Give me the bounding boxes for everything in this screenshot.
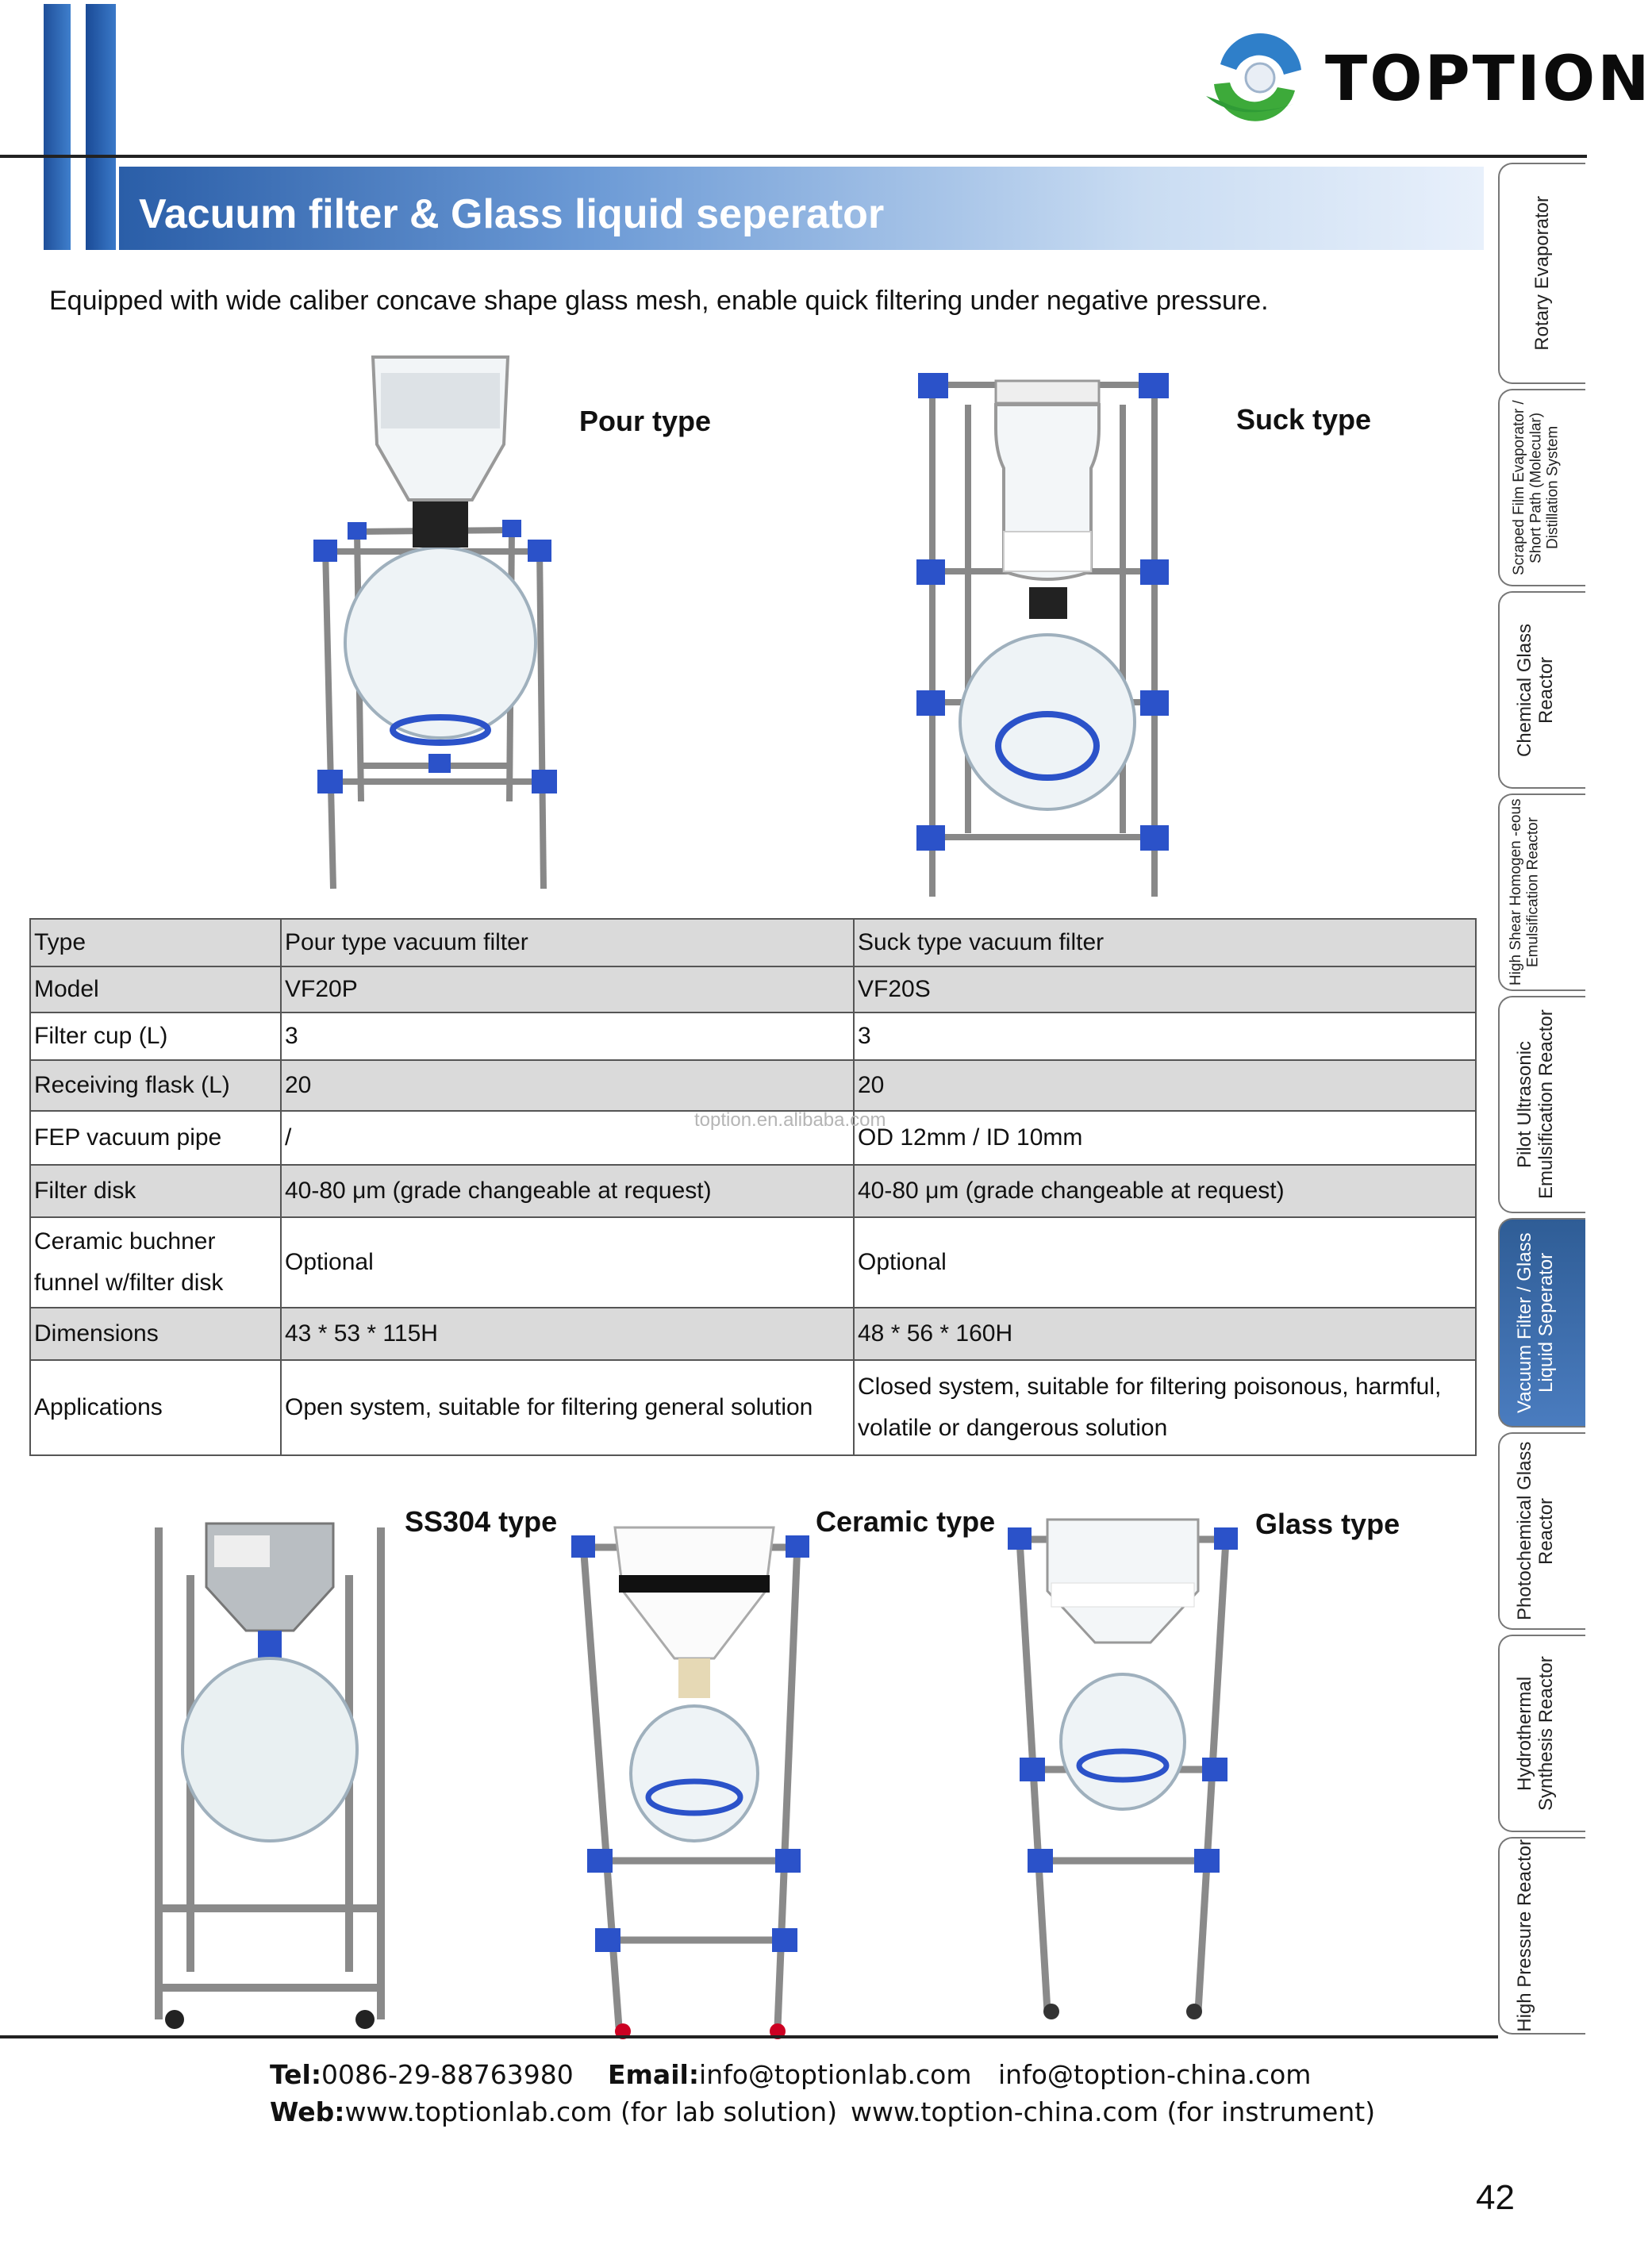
table-cell: Filter cup (L) [30,1012,281,1060]
table-row [30,1308,1476,1360]
suck-type-filter-image [893,349,1194,905]
sidebar-tab-hydrothermal-reactor[interactable] [1498,1635,1585,1832]
sidebar-tab-rotary-evaporator[interactable] [1498,163,1585,384]
table-cell: / [281,1111,854,1165]
header-accent-bar-2 [86,4,116,250]
glass-type-label: Glass type [1255,1508,1400,1540]
page-title: Vacuum filter & Glass liquid seperator [139,191,885,237]
suck-type-label: Suck type [1236,403,1372,436]
sidebar-tab-label: High Pressure Reactor [1514,1839,1535,2032]
table-cell: Dimensions [30,1308,281,1360]
sidebar-tab-label: High Shear Homogen -eous Emulsification Reactor [1508,798,1542,986]
table-cell: VF20P [281,966,854,1012]
footer-tel-label: Tel: [270,2059,322,2090]
footer-web-label: Web: [270,2096,345,2127]
table-cell: 43 * 53 * 115H [281,1308,854,1360]
footer-email-link-1[interactable]: info@toptionlab.com [699,2059,972,2090]
table-cell: 48 * 56 * 160H [854,1308,1476,1360]
sidebar-tab-high-pressure-reactor[interactable] [1498,1837,1585,2035]
sidebar-tab-label: Pilot Ultrasonic Emulsification Reactor [1514,1009,1557,1200]
footer-web-link-2[interactable]: www.toption-china.com (for instrument) [851,2096,1376,2127]
table-cell: Applications [30,1360,281,1455]
sidebar-tab-label: Hydrothermal Synthesis Reactor [1514,1656,1557,1811]
footer-email [608,2059,972,2090]
table-cell: 3 [281,1012,854,1060]
pour-type-label: Pour type [579,405,712,437]
sidebar-tab-label: Rotary Evaporator [1531,196,1553,351]
table-cell: FEP vacuum pipe [30,1111,281,1165]
table-row [30,1217,1476,1308]
sidebar-tab-pilot-ultrasonic-reactor[interactable] [1498,996,1585,1213]
ss304-type-filter-image [143,1512,397,2031]
sidebar-tab-high-shear-reactor[interactable] [1498,793,1585,991]
sidebar-tab-label: Chemical Glass Reactor [1514,623,1557,757]
header-accent-bar [44,4,71,250]
table-cell: Closed system, suitable for filtering poisonous, harmful, volatile or dangerous solution [854,1360,1476,1455]
table-cell: Type [30,919,281,966]
brand-name: TOPTION [1325,44,1652,115]
table-cell: 20 [854,1060,1476,1111]
watermark: toption.en.alibaba.com [694,1109,886,1131]
footer-web-link-1[interactable]: www.toptionlab.com (for lab solution) [344,2096,838,2127]
table-cell: 3 [854,1012,1476,1060]
footer-web [270,2096,837,2127]
table-cell: Pour type vacuum filter [281,919,854,966]
table-cell: Open system, suitable for filtering general solution [281,1360,854,1455]
table-row [30,1060,1476,1111]
ceramic-type-filter-image [567,1512,821,2035]
header-divider [0,155,1587,158]
page-number: 42 [1476,2178,1515,2217]
spec-table [29,918,1477,1456]
sidebar-tab-label: Scraped Film Evaporator / Short Path (Molecular) Distillation System [1511,400,1562,575]
table-cell: Ceramic buchner funnel w/filter disk [30,1217,281,1308]
sidebar-tab-chemical-glass-reactor[interactable] [1498,591,1585,789]
page-subtitle: Equipped with wide caliber concave shape glass mesh, enable quick filtering under negative pressure. [49,286,1269,316]
table-cell: 20 [281,1060,854,1111]
table-cell: 40-80 μm (grade changeable at request) [281,1165,854,1217]
sidebar-tab-label: Photochemical Glass Reactor [1514,1441,1557,1621]
table-cell: Receiving flask (L) [30,1060,281,1111]
table-cell: VF20S [854,966,1476,1012]
table-row [30,1165,1476,1217]
table-cell: OD 12mm / ID 10mm [854,1111,1476,1165]
table-cell: Optional [281,1217,854,1308]
table-row [30,1360,1476,1455]
sidebar-tab-photochemical-reactor[interactable] [1498,1432,1585,1630]
table-cell: Filter disk [30,1165,281,1217]
footer-tel [270,2059,574,2090]
pour-type-filter-image [302,349,579,905]
glass-type-filter-image [1004,1504,1242,2023]
table-cell: Suck type vacuum filter [854,919,1476,966]
sidebar-tab-label: Vacuum Filter / Glass Liquid Seperator [1514,1232,1557,1413]
table-row [30,966,1476,1012]
table-cell: 40-80 μm (grade changeable at request) [854,1165,1476,1217]
footer-email-link-2[interactable]: info@toption-china.com [998,2059,1312,2090]
ss304-type-label: SS304 type [405,1505,558,1538]
table-row [30,919,1476,966]
footer-divider [0,2035,1498,2038]
table-cell: Model [30,966,281,1012]
sidebar-tab-scraped-film-evaporator[interactable] [1498,389,1585,586]
footer-email-label: Email: [608,2059,700,2090]
ceramic-type-label: Ceramic type [816,1505,996,1538]
footer-tel-value: 0086-29-88763980 [321,2059,574,2090]
sidebar-tab-vacuum-filter[interactable] [1498,1218,1585,1427]
table-cell: Optional [854,1217,1476,1308]
table-row [30,1012,1476,1060]
toption-logo-icon [1190,29,1321,132]
